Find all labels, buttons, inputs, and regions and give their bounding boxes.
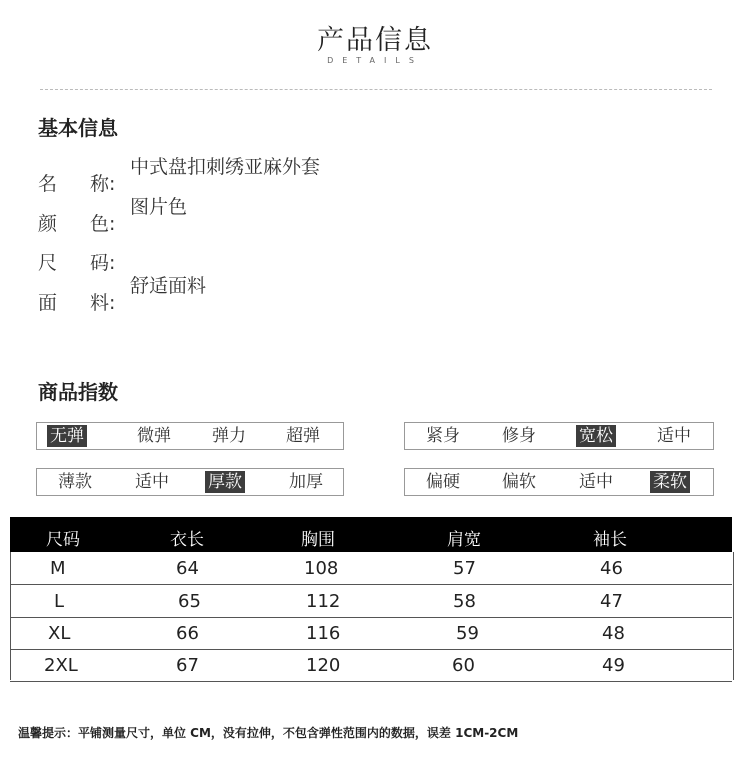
softness-option: 柔软	[650, 471, 690, 493]
cell-sleeve: 46	[600, 558, 623, 579]
cell-sleeve: 49	[602, 655, 625, 676]
elasticity-option: 弹力	[212, 426, 246, 446]
cell-length: 66	[176, 623, 199, 644]
measurement-note: 温馨提示：平铺测量尺寸，单位 CM，没有拉伸，不包含弹性范围内的数据，误差 1CM-2CM	[18, 726, 519, 740]
elasticity-scale	[36, 422, 344, 450]
info-value: 图片色	[130, 196, 188, 218]
elasticity-option: 无弹	[47, 425, 87, 447]
info-row-name: 名 称: 中式盘扣刺绣亚麻外套	[38, 152, 130, 178]
fit-option: 宽松	[576, 425, 616, 447]
cell-chest: 112	[306, 591, 341, 612]
fit-option: 修身	[502, 426, 536, 446]
basic-info-title: 基本信息	[38, 116, 118, 140]
thickness-option: 厚款	[205, 471, 245, 493]
cell-shoulder: 59	[456, 623, 479, 644]
cell-chest: 120	[306, 655, 341, 676]
cell-sleeve: 48	[602, 623, 625, 644]
info-row-fabric: 面 料: 舒适面料	[38, 271, 130, 297]
fit-option: 适中	[657, 426, 691, 446]
size-table-header	[10, 517, 732, 552]
cell-shoulder: 57	[453, 558, 476, 579]
header-length: 衣长	[170, 530, 204, 550]
cell-chest: 116	[306, 623, 341, 644]
thickness-option: 适中	[135, 472, 169, 492]
page-title: 产品信息	[317, 25, 433, 56]
table-row	[10, 617, 732, 650]
cell-sleeve: 47	[600, 591, 623, 612]
cell-length: 67	[176, 655, 199, 676]
cell-size: XL	[48, 623, 71, 644]
cell-size: 2XL	[44, 655, 78, 676]
thickness-scale	[36, 468, 344, 496]
cell-size: M	[50, 558, 66, 579]
info-row-color: 颜 色: 图片色	[38, 192, 130, 218]
product-index-title: 商品指数	[38, 380, 118, 404]
header-shoulder: 肩宽	[447, 530, 481, 550]
cell-chest: 108	[304, 558, 339, 579]
elasticity-option: 微弹	[137, 426, 171, 446]
table-row	[10, 552, 732, 585]
header-size: 尺码	[46, 530, 80, 550]
elasticity-option: 超弹	[286, 426, 320, 446]
header-chest: 胸围	[301, 530, 335, 550]
cell-shoulder: 58	[453, 591, 476, 612]
softness-scale	[404, 468, 714, 496]
dotted-divider	[40, 89, 712, 90]
info-row-size: 尺 码:	[38, 252, 116, 274]
cell-length: 65	[178, 591, 201, 612]
fit-option: 紧身	[426, 426, 460, 446]
softness-option: 偏硬	[426, 472, 460, 492]
cell-shoulder: 60	[452, 655, 475, 676]
thickness-option: 加厚	[289, 472, 323, 492]
page-subtitle: DETAILS	[327, 56, 423, 65]
cell-length: 64	[176, 558, 199, 579]
table-row	[10, 585, 732, 618]
info-value: 舒适面料	[130, 275, 207, 297]
softness-option: 偏软	[502, 472, 536, 492]
fit-scale	[404, 422, 714, 450]
softness-option: 适中	[579, 472, 613, 492]
info-value: 中式盘扣刺绣亚麻外套	[130, 156, 321, 178]
table-row	[10, 649, 732, 682]
thickness-option: 薄款	[58, 472, 92, 492]
header-sleeve: 袖长	[593, 530, 627, 550]
cell-size: L	[54, 591, 65, 612]
